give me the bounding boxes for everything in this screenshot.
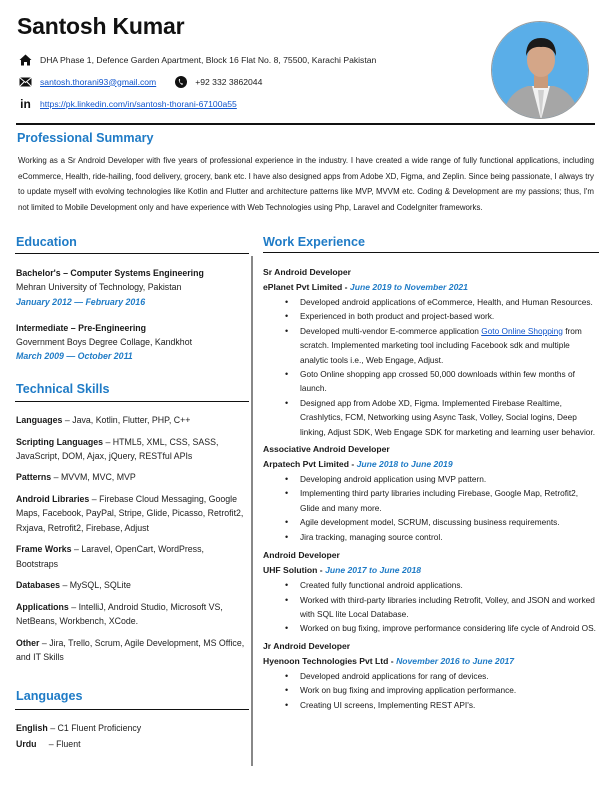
bullet-text: Creating UI screens, Implementing REST API's. (300, 699, 476, 710)
bullet-text: Developed multi-vendor E-commerce application (300, 325, 482, 336)
skill-value: – IntelliJ, Android Studio, Microsoft VS, NetBeans, Workbench, XCode. (16, 601, 223, 627)
job-dates: June 2017 to June 2018 (325, 565, 422, 576)
job-bullets (263, 669, 599, 712)
job-title: Android Developer (263, 550, 340, 561)
education-item (16, 266, 248, 309)
skill-label: Applications (16, 601, 69, 612)
bullet-text: Agile development model, SCRUM, discussing business requirements. (300, 517, 560, 528)
skill-label: Other (16, 637, 40, 648)
skill-value: – Jira, Trello, Scrum, Agile Development, MS Office, and IT Skills (16, 637, 245, 662)
bullet-item (300, 669, 599, 683)
bullet-item (300, 698, 599, 712)
language-name: English (16, 723, 48, 733)
job-company-line (263, 654, 599, 669)
language-name: Urdu (16, 739, 37, 749)
bullet-item (300, 530, 599, 544)
job-title: Sr Android Developer (263, 267, 352, 277)
bullet-text: Jira tracking, managing source control. (300, 531, 443, 542)
summary-text: Working as a Sr Android Developer with five years of professional experience in the industry. I have created a wide range of fully functional applications, including eCommerce, Health, ride-hailing, food delivery, grocery, bank etc. I have also designed apps from Adobe XD, Figma, and Zeplin. Since being passionate, I always try to update myself with evolving technologies like Kotlin and Flutter and architecture patterns like MVP, MVVM etc. Coding & Development are my passions; thus, I'm not limited to Mobile Development only and have experience with Web Technologies using Php, Laravel and CodeIgniter frameworks. (18, 156, 594, 212)
bullet-text: Implementing third party libraries including Firebase, Google Map, Retrofit2, Glide and many more. (300, 488, 579, 513)
address-line (19, 53, 376, 66)
job-title: Jr Android Developer (263, 640, 351, 651)
bullet-text: Work on bug fixing and improving application performance. (300, 685, 517, 696)
address-text: DHA Phase 1, Defence Garden Apartment, Block 16 Flat No. 8, 75500, Karachi Pakistan (40, 54, 377, 65)
skills-list (16, 413, 248, 672)
education-item (16, 321, 248, 364)
job-bullets (263, 472, 599, 544)
linkedin-link[interactable]: https://pk.linkedin.com/in/santosh-thorani-67100a55 (40, 98, 237, 109)
bullet-item (300, 486, 599, 515)
job-entry (263, 442, 599, 544)
bullet-text: Worked on bug fixing, improve performance considering life cycle of Android OS. (300, 623, 596, 634)
skill-item (16, 413, 248, 427)
linkedin-icon: in (20, 96, 31, 111)
skill-label: Android Libraries (16, 494, 90, 505)
skill-item (16, 435, 248, 464)
phone-icon (174, 75, 187, 88)
job-company-line (263, 563, 599, 578)
bullet-text: Created fully functional android applications. (300, 580, 463, 591)
email-link[interactable]: santosh.thorani93@gmail.com (40, 76, 157, 87)
phone-number: +92 332 3862044 (195, 76, 263, 87)
bullet-text: Experienced in both product and project-based work. (300, 311, 495, 322)
header-divider (16, 123, 595, 125)
job-entry (263, 548, 599, 636)
company-name: Arpatech Pvt Limited - (263, 459, 357, 470)
bullet-item (300, 621, 599, 635)
skill-label: Databases (16, 580, 61, 591)
skill-value: – Firebase Cloud Messaging, Google Maps, Facebook, PayPal, Stripe, Glide, Picasso, Retrofit2, Rxjava, Retrofit2, Firebase, Adjust (16, 494, 244, 533)
bullet-text: Developed android applications for rang of devices. (300, 670, 489, 681)
bullet-text: Worked with third-party libraries including Retrofit, Volley, and JSON and worked with SQL lite Local Database. (300, 594, 595, 619)
languages-list (16, 720, 248, 752)
job-dates: November 2016 to June 2017 (396, 655, 515, 666)
degree: Bachelor's – Computer Systems Engineering (16, 268, 204, 278)
job-title: Associative Android Developer (263, 444, 390, 455)
education-heading: Education (16, 235, 77, 249)
skill-item (16, 578, 248, 592)
school: Government Boys Degree Collage, Kandkhot (16, 337, 193, 348)
home-icon (19, 53, 32, 66)
skill-label: Scripting Languages (16, 436, 104, 447)
bullet-item (300, 324, 599, 367)
languages-heading: Languages (16, 689, 83, 703)
candidate-name: Santosh Kumar (17, 13, 185, 39)
job-entry (263, 265, 599, 439)
education-divider (15, 253, 249, 254)
languages-divider (15, 709, 249, 710)
bullet-item (300, 309, 599, 323)
bullet-item (300, 472, 599, 486)
bullet-text: Developing android application using MVP pattern. (300, 474, 487, 485)
column-divider (251, 256, 253, 766)
skill-item (16, 492, 248, 535)
job-dates: June 2019 to November 2021 (349, 282, 468, 292)
email-phone-line (19, 75, 262, 88)
skill-item (16, 600, 248, 629)
bullet-item (300, 295, 599, 309)
education-list (16, 266, 248, 364)
skills-divider (15, 401, 249, 402)
skill-item (16, 542, 248, 571)
job-dates: June 2018 to June 2019 (356, 459, 453, 470)
work-divider (263, 252, 599, 253)
skills-heading: Technical Skills (16, 382, 110, 396)
envelope-icon (19, 75, 32, 88)
skill-value: – HTML5, XML, CSS, SASS, JavaScript, DOM, Ajax, jQuery, RESTful APIs (16, 436, 219, 461)
skill-value: – MySQL, SQLite (60, 580, 131, 591)
linkedin-line (19, 97, 237, 110)
bullet-text: Goto Online shopping app crossed 50,000 downloads within few months of launch. (300, 369, 575, 394)
bullet-text: Designed app from Adobe XD, Figma. Implemented Firebase Realtime, Crashlytics, FCM, Networking using Async Task, Volley, Social logins, Deep linking, Adjust SDK, Web Engage SDK for marketing and learning user behavior. (300, 397, 596, 437)
skill-value: – Laravel, OpenCart, WordPress, Bootstraps (16, 544, 204, 569)
education-dates: January 2012 — February 2016 (16, 296, 146, 307)
summary-heading: Professional Summary (17, 131, 154, 145)
skill-label: Languages (16, 415, 63, 425)
language-item (16, 736, 248, 752)
job-entry (263, 639, 599, 712)
language-level: – C1 Fluent Proficiency (47, 723, 142, 733)
skill-value: – MVVM, MVC, MVP (51, 472, 136, 483)
profile-photo (491, 21, 589, 119)
skill-item (16, 470, 248, 484)
bullet-item (300, 515, 599, 529)
job-company-line (263, 457, 599, 472)
job-company-line (263, 280, 599, 295)
degree: Intermediate – Pre-Engineering (16, 322, 147, 333)
skill-label: Frame Works (16, 544, 72, 555)
language-level: – Fluent (36, 739, 81, 749)
bullet-item (300, 367, 599, 396)
company-name: UHF Solution - (263, 565, 326, 576)
bullet-item (300, 578, 599, 592)
company-name: Hyenoon Technologies Pvt Ltd - (263, 655, 397, 666)
bullet-item (300, 683, 599, 697)
skill-label: Patterns (16, 472, 52, 483)
skill-value: – Java, Kotlin, Flutter, PHP, C++ (62, 415, 191, 425)
skill-item (16, 636, 248, 665)
work-list (263, 265, 599, 714)
job-bullets (263, 295, 599, 439)
education-dates: March 2009 — October 2011 (16, 351, 133, 362)
language-item (16, 720, 248, 736)
bullet-text: from scratch. Implemented marketing tool including Facebook sdk and multiple analytic tools i.e., Web Engage, Adjust. (300, 325, 582, 365)
bullet-item (300, 396, 599, 439)
bullet-text: Developed android applications of eCommerce, Health, and Human Resources. (300, 297, 593, 307)
school: Mehran University of Technology, Pakistan (16, 282, 182, 293)
company-name: ePlanet Pvt Limited - (263, 282, 350, 292)
job-bullets (263, 578, 599, 636)
work-heading: Work Experience (263, 235, 365, 249)
bullet-link[interactable]: Goto Online Shopping (481, 325, 563, 336)
bullet-item (300, 593, 599, 622)
